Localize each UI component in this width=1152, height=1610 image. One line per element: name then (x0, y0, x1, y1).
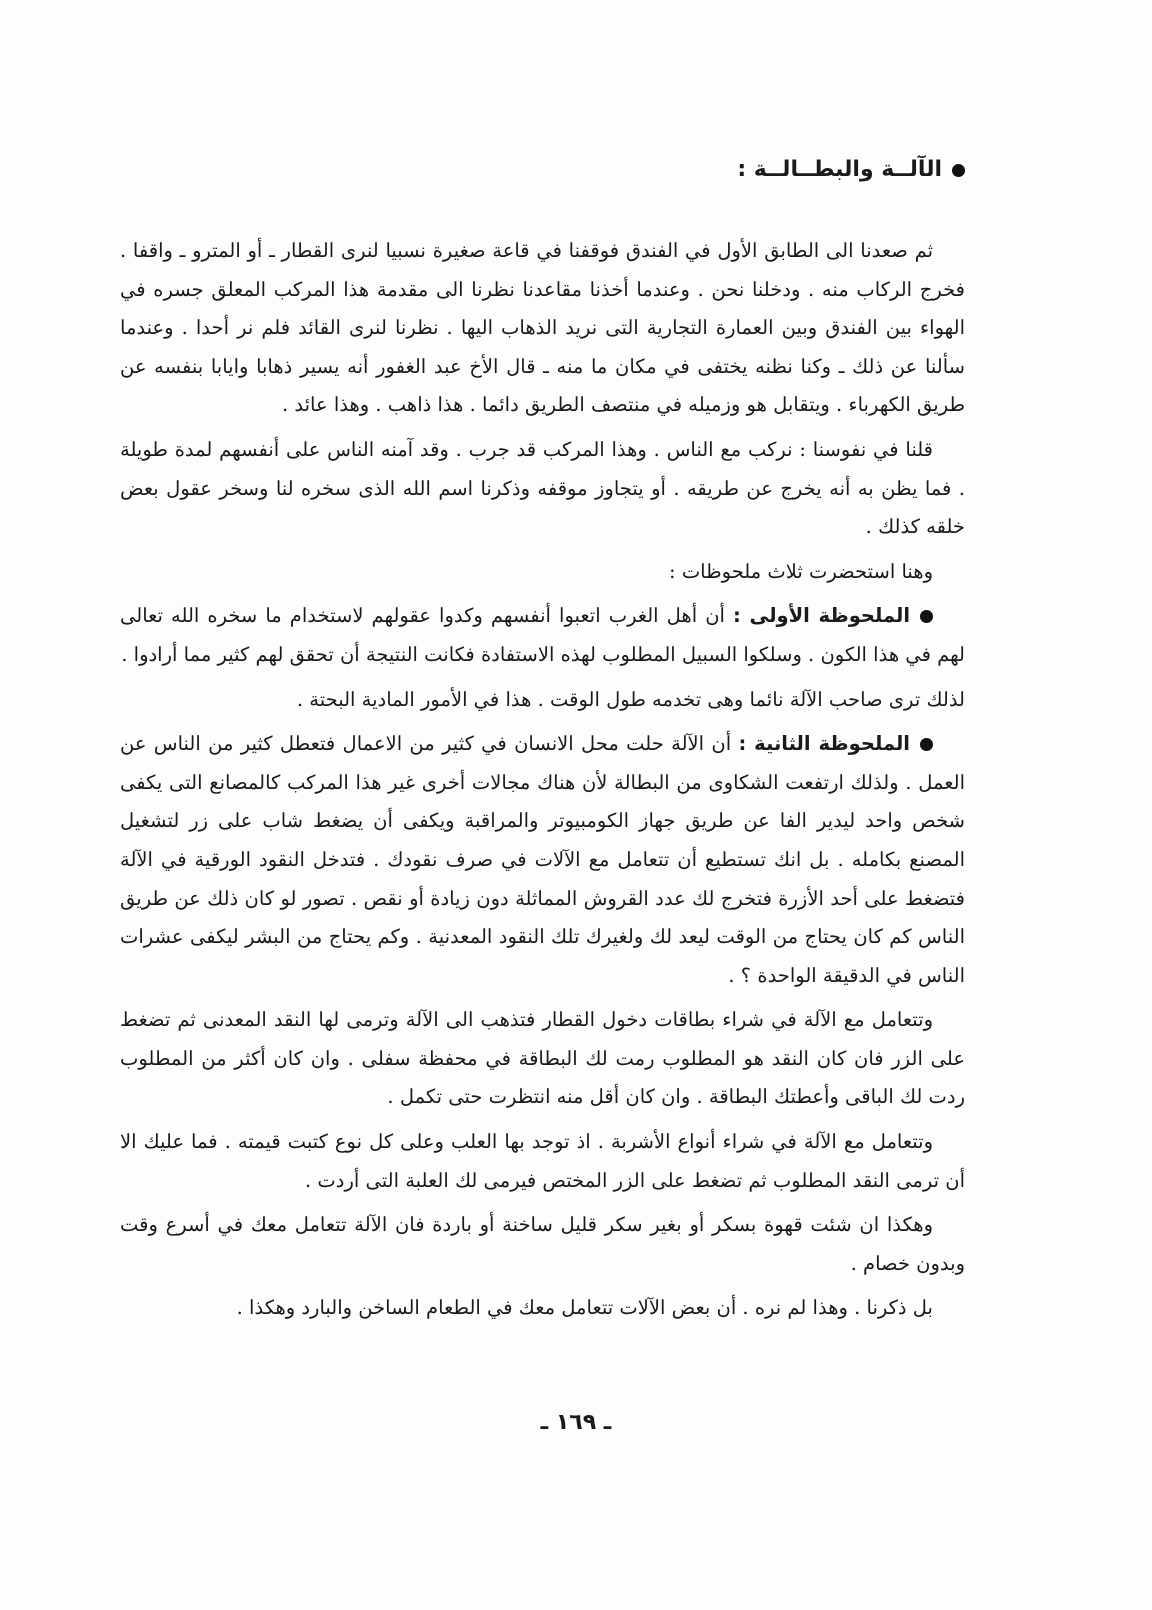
paragraph-closing-4: بل ذكرنا . وهذا لم نره . أن بعض الآلات تتعامل معك في الطعام الساخن والبارد وهكذا . (236, 1296, 933, 1320)
bullet-icon (920, 738, 933, 751)
section-heading-text: الآلــة والبطــالــة : (737, 157, 942, 182)
note-second-label: الملحوظة الثانية : (738, 732, 910, 756)
note-second-text: أن الآلة حلت محل الانسان في كثير من الاعمال فتعطل كثير من الناس عن العمل . ولذلك ارتفعت الشكاوى من البطالة لأن هناك مجالات أخرى غير هذا المركب كالمصانع التى يكفى شخص واحد ليدير الفا عن طريق جهاز الكومبيوتر والمراقبة ويكفى أن يضغط شاب على زر لتشغيل المصنع بكامله . بل انك تستطيع أن تتعامل مع الآلات في صرف نقودك . فتدخل النقود الورقية في الآلة فتضغط على أحد الأزرة فتخرج لك عدد القروش المماثلة دون زيادة أو نقص . تصور لو كان ذلك عن طريق الناس كم كان يحتاج من الوقت ليعد لك ولغيرك تلك النقود المعدنية . وكم يحتاج من البشر ليكفى عشرات الناس في الدقيقة الواحدة ؟ . (120, 732, 965, 987)
paragraph-1: ثم صعدنا الى الطابق الأول في الفندق فوقفنا في قاعة صغيرة نسبيا لنرى القطار ـ أو المترو ـ واقفا . فخرج الركاب منه . ودخلنا نحن . وعندما أخذنا مقاعدنا نظرنا الى مقدمة هذا المركب المعلق جسره في الهواء بين الفندق وبين العمارة التجارية التى نريد الذهاب اليها . نظرنا لنرى القائد فلم نر أحدا . وعندما سألنا عن ذلك ـ وكنا نظنه يختفى في مكان ما منه ـ قال الأخ عبد الغفور أنه يسير ذهابا وايابا بنفسه عن طريق الكهرباء . ويتقابل هو وزميله في منتصف الطريق دائما . هذا ذاهب . وهذا عائد . (120, 239, 965, 417)
paragraph-3: وهنا استحضرت ثلاث ملحوظات : (669, 559, 933, 583)
page-body (120, 150, 965, 1334)
paragraph-closing-2: وتتعامل مع الآلة في شراء أنواع الأشربة . اذ توجد بها العلب وعلى كل نوع كتبت قيمته . فما عليك الا أن ترمى النقد المطلوب ثم تضغط على الزر المختص فيرمى لك العلبة التى أردت . (120, 1130, 965, 1192)
paragraph-2: قلنا في نفوسنا : نركب مع الناس . وهذا المركب قد جرب . وقد آمنه الناس على أنفسهم لمدة طويلة . فما يظن به أنه يخرج عن طريقه . أو يتجاوز موقفه وذكرنا اسم الله الذى سخره لنا وسخر عقول بعض خلقه كذلك . (120, 437, 965, 539)
note-second (120, 725, 965, 995)
paragraph-after-note-first: لذلك ترى صاحب الآلة نائما وهى تخدمه طول الوقت . هذا في الأمور المادية البحتة . (296, 687, 965, 711)
paragraph-closing-3: وهكذا ان شئت قهوة بسكر أو بغير سكر قليل ساخنة أو باردة فان الآلة تتعامل معك في أسرع وقت وبدون خصام . (120, 1213, 965, 1275)
note-first-text: أن أهل الغرب اتعبوا أنفسهم وكدوا عقولهم لاستخدام ما سخره الله تعالى لهم في هذا الكون . وسلكوا السبيل المطلوب لهذه الاستفادة فكانت النتيجة أن تحقق لهم كثير مما أرادوا . (120, 604, 965, 666)
paragraph-closing-1: وتتعامل مع الآلة في شراء بطاقات دخول القطار فتذهب الى الآلة وترمى لها النقد المعدنى ثم تضغط على الزر فان كان النقد هو المطلوب رمت لك البطاقة في محفظة سفلى . وان كان أكثر من المطلوب ردت لك الباقى وأعطتك البطاقة . وان كان أقل منه انتظرت حتى تكمل . (120, 1008, 965, 1109)
bullet-icon (952, 164, 965, 177)
section-heading (120, 150, 965, 190)
note-first (120, 597, 965, 674)
bullet-icon (920, 610, 933, 623)
note-first-label: الملحوظة الأولى : (733, 604, 911, 628)
page-number: ـ ١٦٩ ـ (540, 1410, 612, 1435)
